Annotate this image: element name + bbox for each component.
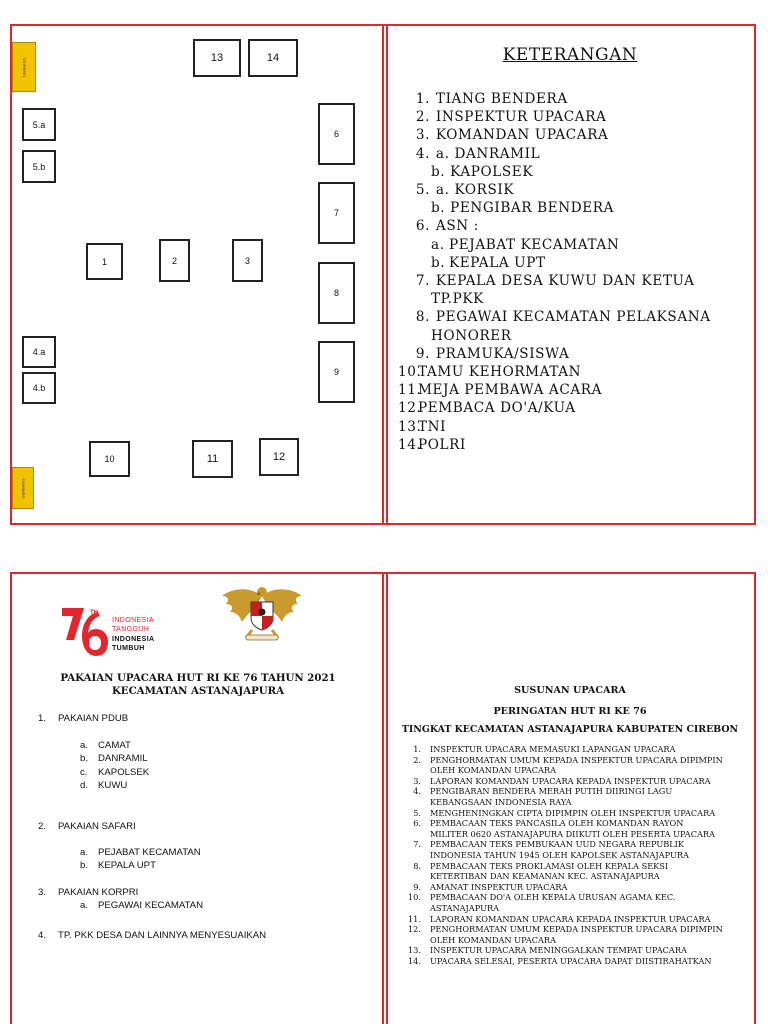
top-page-divider: [382, 24, 384, 525]
position-box-1: 1: [86, 243, 123, 280]
list-item: 3. KOMANDAN UPACARA: [415, 127, 609, 144]
list-item: 3. LAPORAN KOMANDAN UPACARA KEPADA INSPEKTUR UPACARA: [413, 775, 711, 786]
list-item: 7. KEPALA DESA KUWU DAN KETUA: [415, 273, 695, 290]
list-item: b. KEPALA UPT: [431, 254, 546, 271]
list-item: 10. PEMBACAAN DO'A OLEH KEPALA URUSAN AGAMA KEC. ASTANAJAPURA: [407, 892, 676, 913]
position-box-12: 12: [259, 438, 299, 476]
pakaian-section-3-list: [80, 899, 203, 912]
position-box-2: 2: [159, 239, 190, 282]
bottom-page-divider: [382, 572, 384, 1024]
position-box-10: 10: [89, 441, 130, 477]
bottom-page-divider-inner: [386, 572, 388, 1024]
position-box-11: 11: [192, 440, 233, 478]
svg-text:INDONESIA: INDONESIA: [112, 617, 155, 624]
svg-text:TANGGUH: TANGGUH: [112, 626, 150, 633]
pakaian-title-line: PAKAIAN UPACARA HUT RI KE 76 TAHUN 2021: [60, 672, 336, 684]
list-item: b. KEPALA UPT: [80, 860, 156, 872]
list-item: b. KAPOLSEK: [431, 163, 534, 180]
list-item: 10.TAMU KEHORMATAN: [398, 364, 582, 381]
susunan-subheading: PERINGATAN HUT RI KE 76: [493, 706, 647, 717]
pakaian-section-2-list: [80, 846, 201, 873]
pakaian-section-1-list: [80, 739, 149, 793]
position-box-7: 7: [318, 182, 355, 244]
position-box-4b: 4.b: [22, 372, 56, 404]
position-box-9: 9: [318, 341, 355, 403]
list-item: 7. PEMBACAAN TEKS PEMBUKAAN UUD NEGARA REPUBLIK INDONESIA TAHUN 1945 OLEH KAPOLSEK ASTANAJAPURA: [413, 839, 689, 860]
list-item: a. CAMAT: [80, 740, 131, 751]
position-box-3: 3: [232, 239, 263, 282]
list-item: b. PENGIBAR BENDERA: [431, 200, 614, 217]
list-item: 6. ASN :: [415, 218, 479, 235]
position-box-5b: 5.b: [22, 150, 56, 183]
keterangan-list: [398, 90, 748, 454]
list-item: 9. AMANAT INSPEKTUR UPACARA: [413, 881, 568, 892]
pakaian-section-4: 4. TP. PKK DESA DAN LAINNYA MENYESUAIKAN: [38, 930, 267, 941]
list-item: 14.POLRI: [398, 436, 466, 453]
gate-marker-label: GERBANG: [21, 56, 27, 78]
gate-marker-top: [12, 42, 36, 92]
list-item: d. KUWU: [80, 780, 128, 792]
list-item: 5. a. KORSIK: [415, 182, 515, 199]
list-item: 14. UPACARA SELESAI, PESERTA UPACARA DAPAT DIISTIRAHATKAN: [407, 955, 712, 966]
list-item: 5. MENGHENINGKAN CIPTA DIPIMPIN OLEH INSPEKTUR UPACARA: [413, 807, 716, 818]
list-item: b. DANRAMIL: [80, 753, 148, 765]
position-box-8: 8: [318, 262, 355, 324]
pakaian-section-2: 2. PAKAIAN SAFARI: [38, 821, 136, 832]
list-item: 12. PENGHORMATAN UMUM KEPADA INSPEKTUR UPACARA DIPIMPIN OLEH KOMANDAN UPACARA: [407, 924, 723, 945]
keterangan-title: KETERANGAN: [502, 45, 638, 65]
list-item: 2. INSPEKTUR UPACARA: [415, 109, 607, 126]
list-item: 1. INSPEKTUR UPACARA MEMASUKI LAPANGAN UPACARA: [413, 744, 676, 754]
svg-text:TH: TH: [90, 610, 98, 616]
list-item: HONORER: [431, 327, 512, 344]
hut-76-emblem-icon: [60, 606, 180, 662]
susunan-list: [396, 744, 752, 966]
position-box-14: 14: [248, 39, 298, 77]
list-item: TP.PKK: [431, 291, 484, 308]
list-item: 13.TNI: [398, 418, 447, 435]
pakaian-section-3: 3. PAKAIAN KORPRI: [38, 887, 139, 898]
pakaian-title-line: KECAMATAN ASTANAJAPURA: [111, 685, 285, 697]
position-box-5a: 5.a: [22, 108, 56, 141]
svg-text:INDONESIA: INDONESIA: [112, 636, 155, 643]
list-item: a. PEJABAT KECAMATAN: [431, 236, 620, 253]
position-box-13: 13: [193, 39, 241, 77]
gate-marker-bottom: [12, 467, 34, 509]
list-item: 12.PEMBACA DO'A/KUA: [398, 400, 576, 417]
list-item: 2. PENGHORMATAN UMUM KEPADA INSPEKTUR UPACARA DIPIMPIN OLEH KOMANDAN UPACARA: [413, 754, 723, 776]
list-item: a. PEGAWAI KECAMATAN: [80, 900, 204, 911]
list-item: 11. LAPORAN KOMANDAN UPACARA KEPADA INSPEKTUR UPACARA: [407, 913, 711, 924]
pakaian-title: [30, 672, 366, 698]
list-item: 13. INSPEKTUR UPACARA MENINGGALKAN TEMPAT UPACARA: [407, 945, 687, 956]
list-item: c. KAPOLSEK: [80, 766, 150, 778]
svg-text:TUMBUH: TUMBUH: [112, 645, 145, 652]
list-item: 11.MEJA PEMBAWA ACARA: [398, 382, 602, 399]
list-item: 8. PEMBACAAN TEKS PROKLAMASI OLEH KEPALA SEKSI KETERTIBAN DAN KEAMANAN KEC. ASTANAJAPURA: [413, 860, 669, 882]
list-item: 6. PEMBACAAN TEKS PANCASILA OLEH KOMANDAN RAYON MILITER 0620 ASTANAJAPURA DIIKUTI OLEH PESERTA UPACARA: [413, 818, 715, 839]
gate-marker-label: GERBANG: [20, 477, 26, 499]
hut-ri-76-logo: [60, 606, 180, 662]
position-box-4a: 4.a: [22, 336, 56, 368]
pakaian-section-1: 1. PAKAIAN PDUB: [38, 713, 129, 724]
list-item: 9. PRAMUKA/SISWA: [415, 345, 570, 362]
garuda-icon: [220, 582, 304, 642]
list-item: 4. PENGIBARAN BENDERA MERAH PUTIH DIIRINGI LAGU KEBANGSAAN INDONESIA RAYA: [413, 786, 673, 807]
list-item: 8. PEGAWAI KECAMATAN PELAKSANA: [415, 309, 711, 326]
position-box-6: 6: [318, 103, 355, 165]
susunan-location: TINGKAT KECAMATAN ASTANAJAPURA KABUPATEN CIREBON: [401, 724, 739, 735]
list-item: 1. TIANG BENDERA: [415, 91, 568, 107]
list-item: a. PEJABAT KECAMATAN: [80, 847, 201, 858]
list-item: 4. a. DANRAMIL: [415, 145, 541, 162]
susunan-heading: SUSUNAN UPACARA: [514, 685, 626, 696]
top-page-divider-inner: [386, 24, 388, 525]
garuda-pancasila-emblem: [220, 582, 304, 642]
